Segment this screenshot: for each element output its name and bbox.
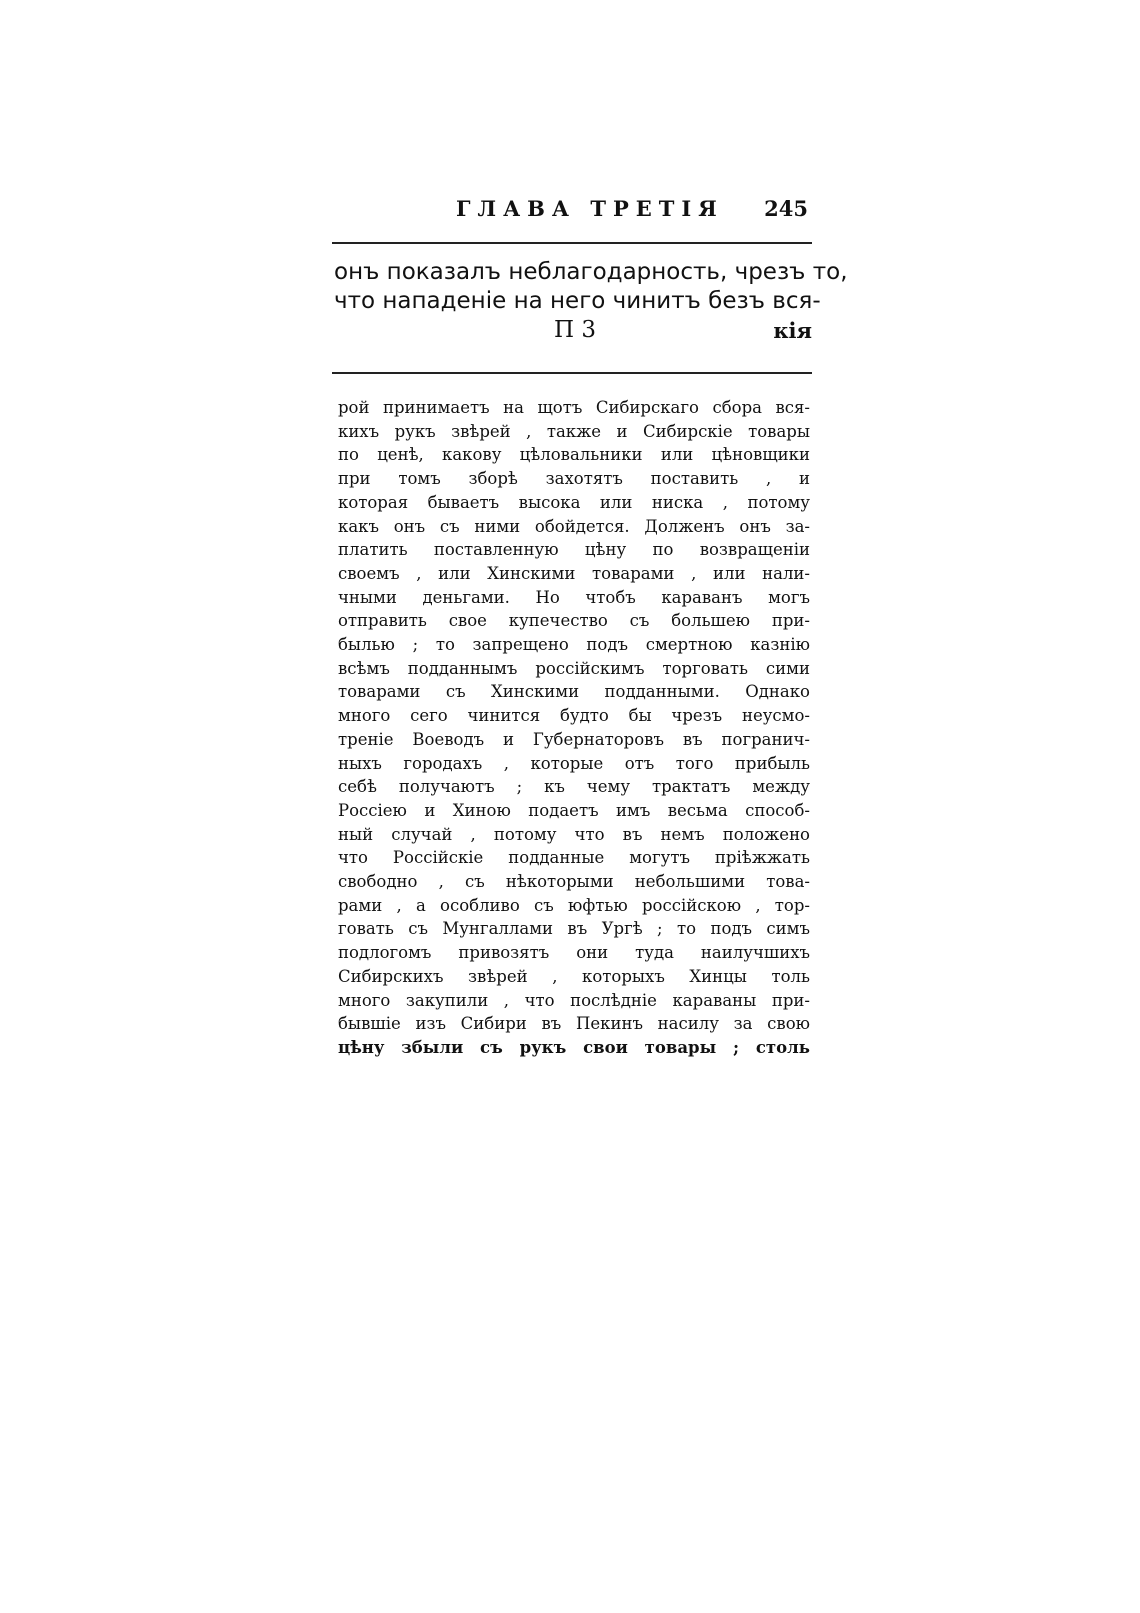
- running-title: ГЛАВА ТРЕТІЯ: [456, 196, 724, 221]
- text-line: которая бываетъ высока или ниска , потому: [338, 492, 810, 512]
- text-line: что Россійскіе подданные могутъ пріѣжжать: [338, 848, 810, 868]
- text-line: подлогомъ привозятъ они туда наилучшихъ: [338, 943, 810, 963]
- text-line: платить поставленную цѣну по возвращеніи: [338, 540, 810, 560]
- text-line: много сего чинится будто бы чрезъ неусмо-: [338, 706, 810, 726]
- page-header: [338, 196, 808, 230]
- text-line: себѣ получаютъ ; къ чему трактатъ между: [338, 777, 810, 797]
- text-line: цѣну збыли съ рукъ свои товары ; столь: [338, 1037, 810, 1057]
- text-line: свободно , съ нѣкоторыми небольшими това-: [338, 872, 810, 892]
- text-line: ный случай , потому что въ немъ положено: [338, 824, 810, 844]
- text-line: отправить свое купечество съ большею при-: [338, 611, 810, 631]
- text-line: кихъ рукъ звѣрей , также и Сибирскіе товары: [338, 421, 810, 441]
- text-line: рами , а особливо съ юфтью россійскою , тор-: [338, 895, 810, 915]
- upper-fragment: [334, 258, 848, 345]
- text-line: какъ онъ съ ними обойдется. Долженъ онъ за-: [338, 516, 810, 536]
- page-number: 245: [764, 196, 808, 221]
- text-line: своемъ , или Хинскими товарами , или нали-: [338, 563, 810, 583]
- upper-line: что нападеніе на него чинитъ безъ вся-: [334, 288, 821, 314]
- text-line: много закупили , что послѣдніе караваны при-: [338, 990, 810, 1010]
- text-line: товарами съ Хинскими подданными. Однако: [338, 682, 810, 702]
- text-line: бывшіе изъ Сибири въ Пекинъ насилу за свою: [338, 1014, 810, 1034]
- header-rule: [332, 242, 812, 244]
- text-line: по ценѣ, какову цѣловальники или цѣновщики: [338, 445, 810, 465]
- text-line: рой принимаетъ на щотъ Сибирскаго сбора вся-: [338, 398, 810, 417]
- text-line: всѣмъ подданнымъ россійскимъ торговать сими: [338, 658, 810, 678]
- text-line: при томъ зборѣ захотятъ поставить , и: [338, 469, 810, 489]
- signature-mark: П 3: [554, 317, 597, 343]
- text-line: Россіею и Хиною подаетъ имъ весьма способ-: [338, 800, 810, 820]
- signature-row: [334, 316, 812, 345]
- text-line: говать съ Мунгаллами въ Ургѣ ; то подъ симъ: [338, 919, 810, 939]
- text-line: ныхъ городахъ , которые отъ того прибыль: [338, 753, 810, 773]
- text-line: былью ; то запрещено подъ смертною казнію: [338, 635, 810, 655]
- main-text: [338, 396, 810, 1060]
- text-line: Сибирскихъ звѣрей , которыхъ Хинцы толь: [338, 966, 810, 986]
- divider-rule: [332, 372, 812, 374]
- upper-line: онъ показалъ неблагодарность, чрезъ то,: [334, 259, 848, 285]
- catchword: кія: [773, 318, 812, 343]
- text-line: чными деньгами. Но чтобъ караванъ могъ: [338, 587, 810, 607]
- text-line: треніе Воеводъ и Губернаторовъ въ погранич-: [338, 729, 810, 749]
